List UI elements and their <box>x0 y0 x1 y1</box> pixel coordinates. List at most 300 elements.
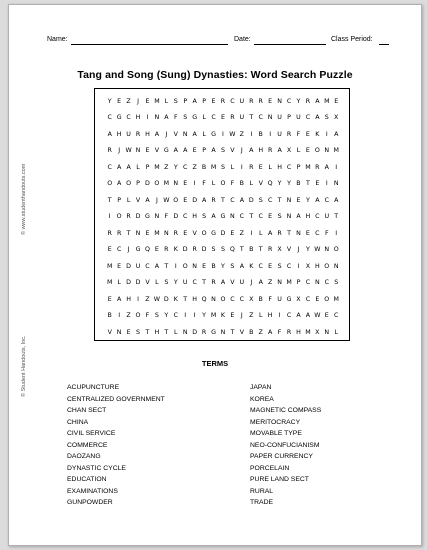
grid-letter: A <box>258 279 263 286</box>
grid-letter: N <box>286 196 292 204</box>
grid-letter: R <box>164 246 169 253</box>
grid-letter: I <box>335 229 338 237</box>
grid-letter: X <box>277 246 282 253</box>
grid-letter: J <box>240 147 243 154</box>
grid-row <box>105 93 341 109</box>
grid-letter: C <box>305 114 311 121</box>
grid-letter: U <box>324 213 330 220</box>
grid-letter: F <box>145 312 150 319</box>
grid-row <box>105 159 341 175</box>
grid-letter: E <box>183 229 188 237</box>
grid-letter: E <box>315 180 320 187</box>
grid-letter: N <box>182 328 188 336</box>
grid-letter: D <box>201 246 207 253</box>
grid-letter: E <box>324 312 329 319</box>
grid-letter: N <box>267 114 273 121</box>
grid-letter: P <box>117 196 122 204</box>
grid-letter: O <box>324 262 330 270</box>
grid-letter: Z <box>126 97 131 105</box>
term-item: PURE LAND SECT <box>250 476 309 483</box>
grid-letter: H <box>277 163 282 171</box>
grid-letter: L <box>174 328 178 336</box>
grid-letter: N <box>277 97 282 105</box>
grid-letter: S <box>220 246 225 253</box>
grid-letter: T <box>126 229 131 237</box>
grid-letter: U <box>126 130 131 138</box>
grid-letter: A <box>154 130 160 138</box>
grid-letter: H <box>305 213 311 220</box>
grid-letter: G <box>211 130 216 138</box>
grid-letter: H <box>154 328 160 336</box>
grid-letter: A <box>239 196 244 204</box>
grid-letter: G <box>145 213 150 220</box>
grid-letter: A <box>154 262 160 270</box>
grid-letter: C <box>116 246 122 253</box>
grid-letter: V <box>173 130 178 138</box>
grid-letter: C <box>211 114 216 121</box>
grid-letter: A <box>173 147 178 154</box>
term-item: COMMERCE <box>67 441 108 449</box>
grid-letter: E <box>315 295 320 303</box>
grid-letter: J <box>155 196 158 204</box>
grid-letter: R <box>107 229 112 237</box>
grid-letter: L <box>334 328 338 336</box>
grid-letter: I <box>193 180 196 187</box>
grid-letter: C <box>239 295 245 303</box>
grid-letter: A <box>315 97 320 105</box>
grid-letter: A <box>249 147 254 154</box>
grid-letter: E <box>211 97 216 105</box>
grid-letter: B <box>296 180 301 187</box>
grid-letter: I <box>325 130 328 138</box>
grid-letter: O <box>116 213 122 220</box>
grid-letter: E <box>305 147 310 154</box>
grid-letter: N <box>324 246 330 253</box>
grid-letter: O <box>201 229 207 237</box>
grid-letter: C <box>173 312 178 319</box>
grid-letter: X <box>249 295 254 303</box>
grid-letter: O <box>135 312 141 319</box>
grid-letter: R <box>192 246 197 253</box>
grid-letter: F <box>202 180 206 187</box>
grid-letter: L <box>202 114 206 121</box>
grid-row <box>105 209 341 225</box>
grid-letter: Z <box>267 279 273 286</box>
grid-letter: M <box>154 163 160 171</box>
grid-letter: K <box>220 312 226 319</box>
grid-letter: A <box>296 312 301 319</box>
grid-letter: A <box>220 279 226 286</box>
grid-letter: E <box>220 114 225 121</box>
grid-letter: C <box>315 229 320 237</box>
grid-letter: O <box>173 196 179 204</box>
grid-letter: L <box>258 312 263 319</box>
grid-letter: X <box>315 328 320 336</box>
grid-letter: A <box>192 97 197 105</box>
grid-letter: K <box>249 262 254 270</box>
grid-letter: E <box>268 262 273 270</box>
grid-letter: H <box>145 130 150 138</box>
terms-list-right <box>250 382 321 509</box>
grid-letter: D <box>173 213 179 220</box>
grid-letter: H <box>192 213 198 220</box>
date-line <box>254 44 326 45</box>
grid-letter: U <box>277 130 282 138</box>
grid-letter: N <box>135 229 141 237</box>
grid-letter: H <box>296 328 301 336</box>
grid-letter: E <box>192 147 197 154</box>
grid-letter: C <box>258 114 263 121</box>
grid-letter: P <box>202 97 206 105</box>
grid-letter: I <box>222 130 224 138</box>
grid-letter: J <box>165 130 168 138</box>
grid-letter: N <box>277 279 282 286</box>
grid-letter: S <box>183 114 188 121</box>
grid-letter: I <box>146 114 149 121</box>
grid-letter: S <box>220 147 225 154</box>
term-item: CHAN SECT <box>67 407 107 414</box>
grid-letter: B <box>239 180 244 187</box>
grid-letter: A <box>239 262 244 270</box>
grid-letter: R <box>249 97 254 105</box>
grid-letter: S <box>173 97 178 105</box>
grid-letter: N <box>314 279 320 286</box>
grid-letter: I <box>278 312 281 319</box>
term-item: NEO-CONFUCIANISM <box>250 441 320 449</box>
grid-letter: U <box>239 97 245 105</box>
terms-heading: TERMS <box>201 359 229 368</box>
grid-letter: A <box>211 147 216 154</box>
grid-letter: O <box>220 295 226 303</box>
grid-letter: M <box>305 328 311 336</box>
grid-letter: A <box>192 130 197 138</box>
grid-row <box>105 308 341 324</box>
grid-letter: V <box>154 147 160 154</box>
grid-letter: T <box>287 229 291 237</box>
grid-letter: M <box>107 262 113 270</box>
grid-letter: D <box>163 295 169 303</box>
grid-letter: N <box>324 147 330 154</box>
grid-letter: W <box>163 196 170 204</box>
grid-letter: M <box>154 229 160 237</box>
grid-letter: R <box>220 97 226 105</box>
grid-letter: C <box>192 279 197 286</box>
grid-letter: A <box>296 213 301 220</box>
grid-letter: C <box>324 279 329 286</box>
grid-letter: R <box>267 147 273 154</box>
grid-letter: A <box>201 196 207 204</box>
grid-letter: U <box>277 114 282 121</box>
grid-letter: A <box>117 180 122 187</box>
grid-letter: D <box>135 213 141 220</box>
term-item: JAPAN <box>250 384 272 391</box>
grid-letter: J <box>297 246 300 253</box>
grid-letter: R <box>201 328 207 336</box>
grid-letter: F <box>324 229 329 237</box>
grid-letter: C <box>126 114 131 121</box>
grid-letter: R <box>126 213 131 220</box>
term-item: DYNASTIC CYCLE <box>67 464 126 472</box>
grid-letter: T <box>305 180 310 187</box>
grid-letter: A <box>107 130 112 138</box>
grid-letter: M <box>210 163 217 171</box>
grid-letter: I <box>137 295 139 303</box>
grid-letter: E <box>230 312 235 319</box>
grid-letter: F <box>164 213 169 220</box>
worksheet-page <box>8 4 422 546</box>
grid-letter: A <box>145 196 150 204</box>
grid-letter: I <box>108 213 111 220</box>
grid-letter: R <box>286 328 292 336</box>
grid-letter: L <box>136 163 140 171</box>
name-line <box>71 44 228 45</box>
grid-letter: X <box>296 295 301 303</box>
grid-letter: E <box>107 295 112 303</box>
grid-letter: Y <box>277 180 282 187</box>
grid-letter: T <box>145 328 150 336</box>
grid-row <box>105 225 341 241</box>
grid-letter: C <box>230 97 235 105</box>
grid-letter: E <box>117 262 122 270</box>
grid-letter: E <box>107 246 112 253</box>
grid-letter: S <box>154 312 159 319</box>
grid-letter: W <box>125 147 132 154</box>
grid-letter: R <box>286 130 292 138</box>
grid-row <box>105 258 341 274</box>
grid-letter: Q <box>144 246 150 253</box>
grid-letter: A <box>268 328 273 336</box>
grid-letter: N <box>154 114 160 121</box>
grid-letter: Z <box>164 163 169 171</box>
grid-letter: E <box>183 196 188 204</box>
student-info-header <box>47 34 397 46</box>
grid-letter: T <box>164 262 169 270</box>
grid-letter: O <box>154 180 160 187</box>
grid-letter: Q <box>229 246 235 253</box>
terms-list-left <box>67 382 165 509</box>
grid-letter: T <box>221 196 225 204</box>
grid-letter: O <box>182 262 188 270</box>
grid-letter: R <box>211 279 216 286</box>
term-item: ACUPUNCTURE <box>67 384 120 391</box>
grid-letter: A <box>164 114 169 121</box>
grid-letter: L <box>268 163 272 171</box>
grid-letter: I <box>335 163 338 171</box>
copyright-credit: © Student Handouts, Inc. <box>21 335 27 397</box>
grid-letter: C <box>305 295 311 303</box>
grid-letter: C <box>267 196 273 204</box>
grid-row <box>105 275 341 291</box>
grid-letter: C <box>183 163 188 171</box>
grid-letter: T <box>183 295 188 303</box>
grid-letter: A <box>268 229 273 237</box>
grid-letter: T <box>277 196 282 204</box>
grid-letter: V <box>107 328 112 336</box>
grid-letter: C <box>286 97 292 105</box>
grid-letter: M <box>333 147 339 154</box>
grid-letter: C <box>230 295 235 303</box>
grid-letter: Y <box>305 196 310 204</box>
grid-letter: S <box>211 246 216 253</box>
grid-letter: J <box>127 246 130 253</box>
grid-letter: E <box>145 97 150 105</box>
grid-letter: G <box>211 328 216 336</box>
grid-letter: D <box>126 279 132 286</box>
grid-letter: R <box>258 97 263 105</box>
grid-letter: T <box>230 328 235 336</box>
grid-letter: L <box>230 163 235 171</box>
grid-letter: V <box>286 246 292 253</box>
grid-letter: D <box>248 196 254 204</box>
grid-letter: I <box>250 130 253 138</box>
grid-letter: F <box>173 114 178 121</box>
grid-letter: U <box>182 279 188 286</box>
grid-letter: F <box>296 130 301 138</box>
grid-letter: E <box>230 229 235 237</box>
name-label: Name: <box>47 36 68 43</box>
grid-letter: T <box>164 328 169 336</box>
grid-letter: N <box>333 262 339 270</box>
grid-letter: A <box>334 196 339 204</box>
grid-letter: C <box>107 114 112 121</box>
grid-letter: L <box>258 229 263 237</box>
grid-letter: Q <box>201 295 207 303</box>
grid-letter: K <box>173 246 178 253</box>
grid-letter: G <box>163 147 169 154</box>
grid-letter: H <box>258 147 264 154</box>
grid-letter: C <box>315 213 320 220</box>
grid-letter: C <box>305 279 311 286</box>
grid-letter: M <box>333 295 339 303</box>
grid-letter: R <box>116 229 122 237</box>
grid-letter: R <box>107 147 112 154</box>
grid-letter: S <box>277 213 282 220</box>
grid-letter: I <box>118 312 121 319</box>
grid-letter: W <box>314 246 321 253</box>
grid-letter: R <box>277 229 282 237</box>
grid-letter: R <box>135 130 141 138</box>
grid-letter: H <box>126 295 131 303</box>
grid-letter: D <box>126 262 132 270</box>
grid-letter: C <box>286 262 292 270</box>
grid-letter: U <box>135 262 141 270</box>
grid-letter: A <box>315 114 320 121</box>
grid-letter: Y <box>173 163 178 171</box>
grid-letter: A <box>126 163 131 171</box>
grid-row <box>105 242 341 258</box>
grid-letter: B <box>258 295 263 303</box>
grid-letter: C <box>258 262 263 270</box>
class-period-line <box>379 44 389 45</box>
grid-letter: X <box>305 262 311 270</box>
grid-letter: A <box>183 147 188 154</box>
grid-letter: G <box>220 213 226 220</box>
page-title: Tang and Song (Sung) Dynasties: Word Search Puzzle <box>77 69 353 81</box>
grid-letter: E <box>183 180 188 187</box>
grid-letter: C <box>258 213 263 220</box>
grid-letter: T <box>249 213 254 220</box>
grid-letter: H <box>135 114 141 121</box>
grid-letter: A <box>305 312 311 319</box>
grid-letter: P <box>202 147 206 154</box>
grid-letter: O <box>314 147 320 154</box>
grid-letter: C <box>183 213 188 220</box>
grid-letter: N <box>296 229 301 237</box>
grid-letter: Z <box>258 328 263 336</box>
grid-letter: M <box>210 312 217 319</box>
grid-letter: L <box>296 147 301 154</box>
grid-letter: R <box>267 246 273 253</box>
grid-letter: Y <box>202 312 207 319</box>
grid-letter: I <box>174 262 177 270</box>
class-period-label: Class Period: <box>331 36 373 43</box>
grid-letter: D <box>192 196 198 204</box>
grid-letter: E <box>117 97 122 105</box>
grid-row <box>105 143 341 159</box>
grid-letter: N <box>211 295 216 303</box>
grid-letter: R <box>230 114 235 121</box>
grid-letter: L <box>249 180 254 187</box>
grid-letter: C <box>324 196 329 204</box>
term-item: CENTRALIZED GOVERNMENT <box>67 395 165 403</box>
grid-letter: N <box>173 180 179 187</box>
grid-letter: L <box>155 279 159 286</box>
grid-letter: A <box>117 295 122 303</box>
grid-letter: S <box>202 213 207 220</box>
term-item: DAOZANG <box>67 453 101 460</box>
grid-letter: A <box>324 163 329 171</box>
grid-letter: I <box>269 130 272 138</box>
grid-letter: E <box>126 328 131 336</box>
term-item: PORCELAIN <box>250 464 290 472</box>
grid-row <box>105 324 341 340</box>
grid-letter: T <box>202 279 207 286</box>
grid-letter: E <box>296 196 301 204</box>
grid-letter: K <box>315 130 320 138</box>
grid-letter: G <box>116 114 122 121</box>
grid-letter: V <box>239 328 244 336</box>
grid-letter: Y <box>221 262 225 270</box>
grid-letter: R <box>249 163 254 171</box>
grid-letter: L <box>126 196 131 204</box>
grid-letter: D <box>192 328 198 336</box>
grid-letter: E <box>154 246 159 253</box>
grid-letter: L <box>164 97 169 105</box>
grid-letter: V <box>230 279 235 286</box>
grid-letter: T <box>239 246 244 253</box>
grid-letter: A <box>334 130 339 138</box>
grid-letter: I <box>184 312 187 319</box>
grid-letter: Y <box>173 279 178 286</box>
grid-letter: S <box>334 279 339 286</box>
grid-letter: N <box>324 328 330 336</box>
term-item: MAGNETIC COMPASS <box>250 407 322 414</box>
grid-letter: I <box>325 180 328 187</box>
grid-letter: N <box>116 328 122 336</box>
grid-letter: L <box>211 180 216 187</box>
grid-letter: S <box>277 262 282 270</box>
grid-letter: I <box>240 163 243 171</box>
grid-letter: L <box>117 279 121 286</box>
grid-letter: S <box>258 196 263 204</box>
term-item: EDUCATION <box>67 476 107 483</box>
grid-letter: E <box>145 147 150 154</box>
grid-letter: Y <box>107 97 112 105</box>
grid-letter: O <box>107 180 113 187</box>
grid-letter: M <box>324 97 330 105</box>
grid-letter: U <box>239 279 245 286</box>
grid-letter: P <box>145 163 150 171</box>
